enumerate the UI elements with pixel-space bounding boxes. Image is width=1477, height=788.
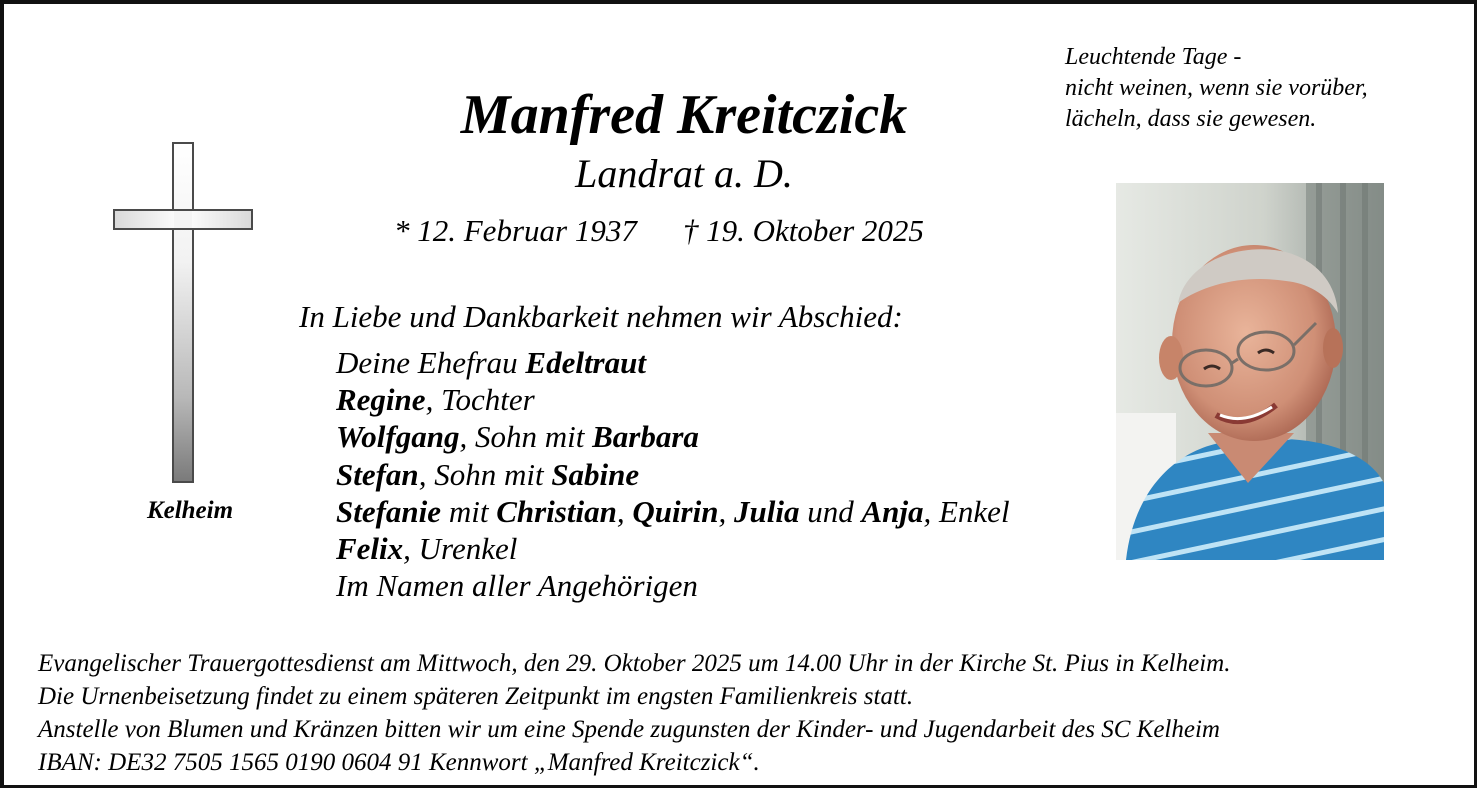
mourner-text: , Tochter [425,382,535,418]
mourner-name: Sabine [551,456,640,492]
mourner-text: , Urenkel [403,531,518,567]
mourner-text: , [616,493,633,529]
mourner-name: Stefan [336,456,419,492]
mourner-name: Julia [733,493,800,529]
life-dates [394,210,994,252]
mourner-line [336,456,1096,493]
mourner-name: Wolfgang [336,419,460,455]
mourner-line [336,567,1096,604]
mourner-text: Deine Ehefrau [336,345,526,380]
mourner-line [336,381,1096,418]
service-line: IBAN: DE32 7505 1565 0190 0604 91 Kennwort „Manfred Kreitczick“. [38,749,760,776]
mourner-name: Regine [336,382,426,418]
quote-line: lächeln, dass sie gewesen. [1065,106,1317,132]
mourner-name: Edeltraut [525,345,646,380]
mourner-name: Barbara [592,419,699,455]
mourner-line [336,418,1096,455]
mourner-text: und [799,493,862,529]
mourner-text: , Sohn mit [418,456,552,492]
mourner-text: , [718,493,734,529]
deceased-name: Manfred Kreitczick [460,84,908,146]
birth-date: * 12. Februar 1937 [394,213,637,248]
portrait-photo [1116,183,1384,560]
farewell-intro: In Liebe und Dankbarkeit nehmen wir Abschied: [299,299,903,334]
service-line: Anstelle von Blumen und Kränzen bitten wir um eine Spende zugunsten der Kinder- und Jugendarbeit des SC Kelheim [38,716,1220,743]
place-label: Kelheim [146,497,234,524]
mourner-text: mit [441,493,497,529]
mourner-name: Quirin [632,493,719,529]
mourner-text: , Enkel [923,493,1010,529]
memorial-quote [1065,42,1465,135]
service-info [38,647,1458,779]
mourner-name: Anja [861,493,924,529]
mourner-name: Stefanie [336,493,442,529]
quote-line: nicht weinen, wenn sie vorüber, [1065,75,1368,101]
quote-line: Leuchtende Tage - [1065,44,1242,70]
mourners-list [336,344,1096,604]
mourner-line [336,493,1096,530]
death-date: † 19. Oktober 2025 [682,213,924,248]
service-line: Die Urnenbeisetzung findet zu einem späteren Zeitpunkt im engsten Familienkreis statt. [38,683,914,710]
mourner-text: Im Namen aller Angehörigen [336,568,698,604]
deceased-title: Landrat a. D. [575,151,793,196]
mourner-line [336,344,1096,381]
cross-icon [112,142,254,484]
mourner-name: Felix [336,531,404,567]
mourner-text: , Sohn mit [459,419,593,455]
service-line: Evangelischer Trauergottesdienst am Mittwoch, den 29. Oktober 2025 um 14.00 Uhr in der Kirche St. Pius in Kelheim. [38,650,1231,677]
mourner-name: Christian [496,493,617,529]
mourner-line [336,530,1096,567]
